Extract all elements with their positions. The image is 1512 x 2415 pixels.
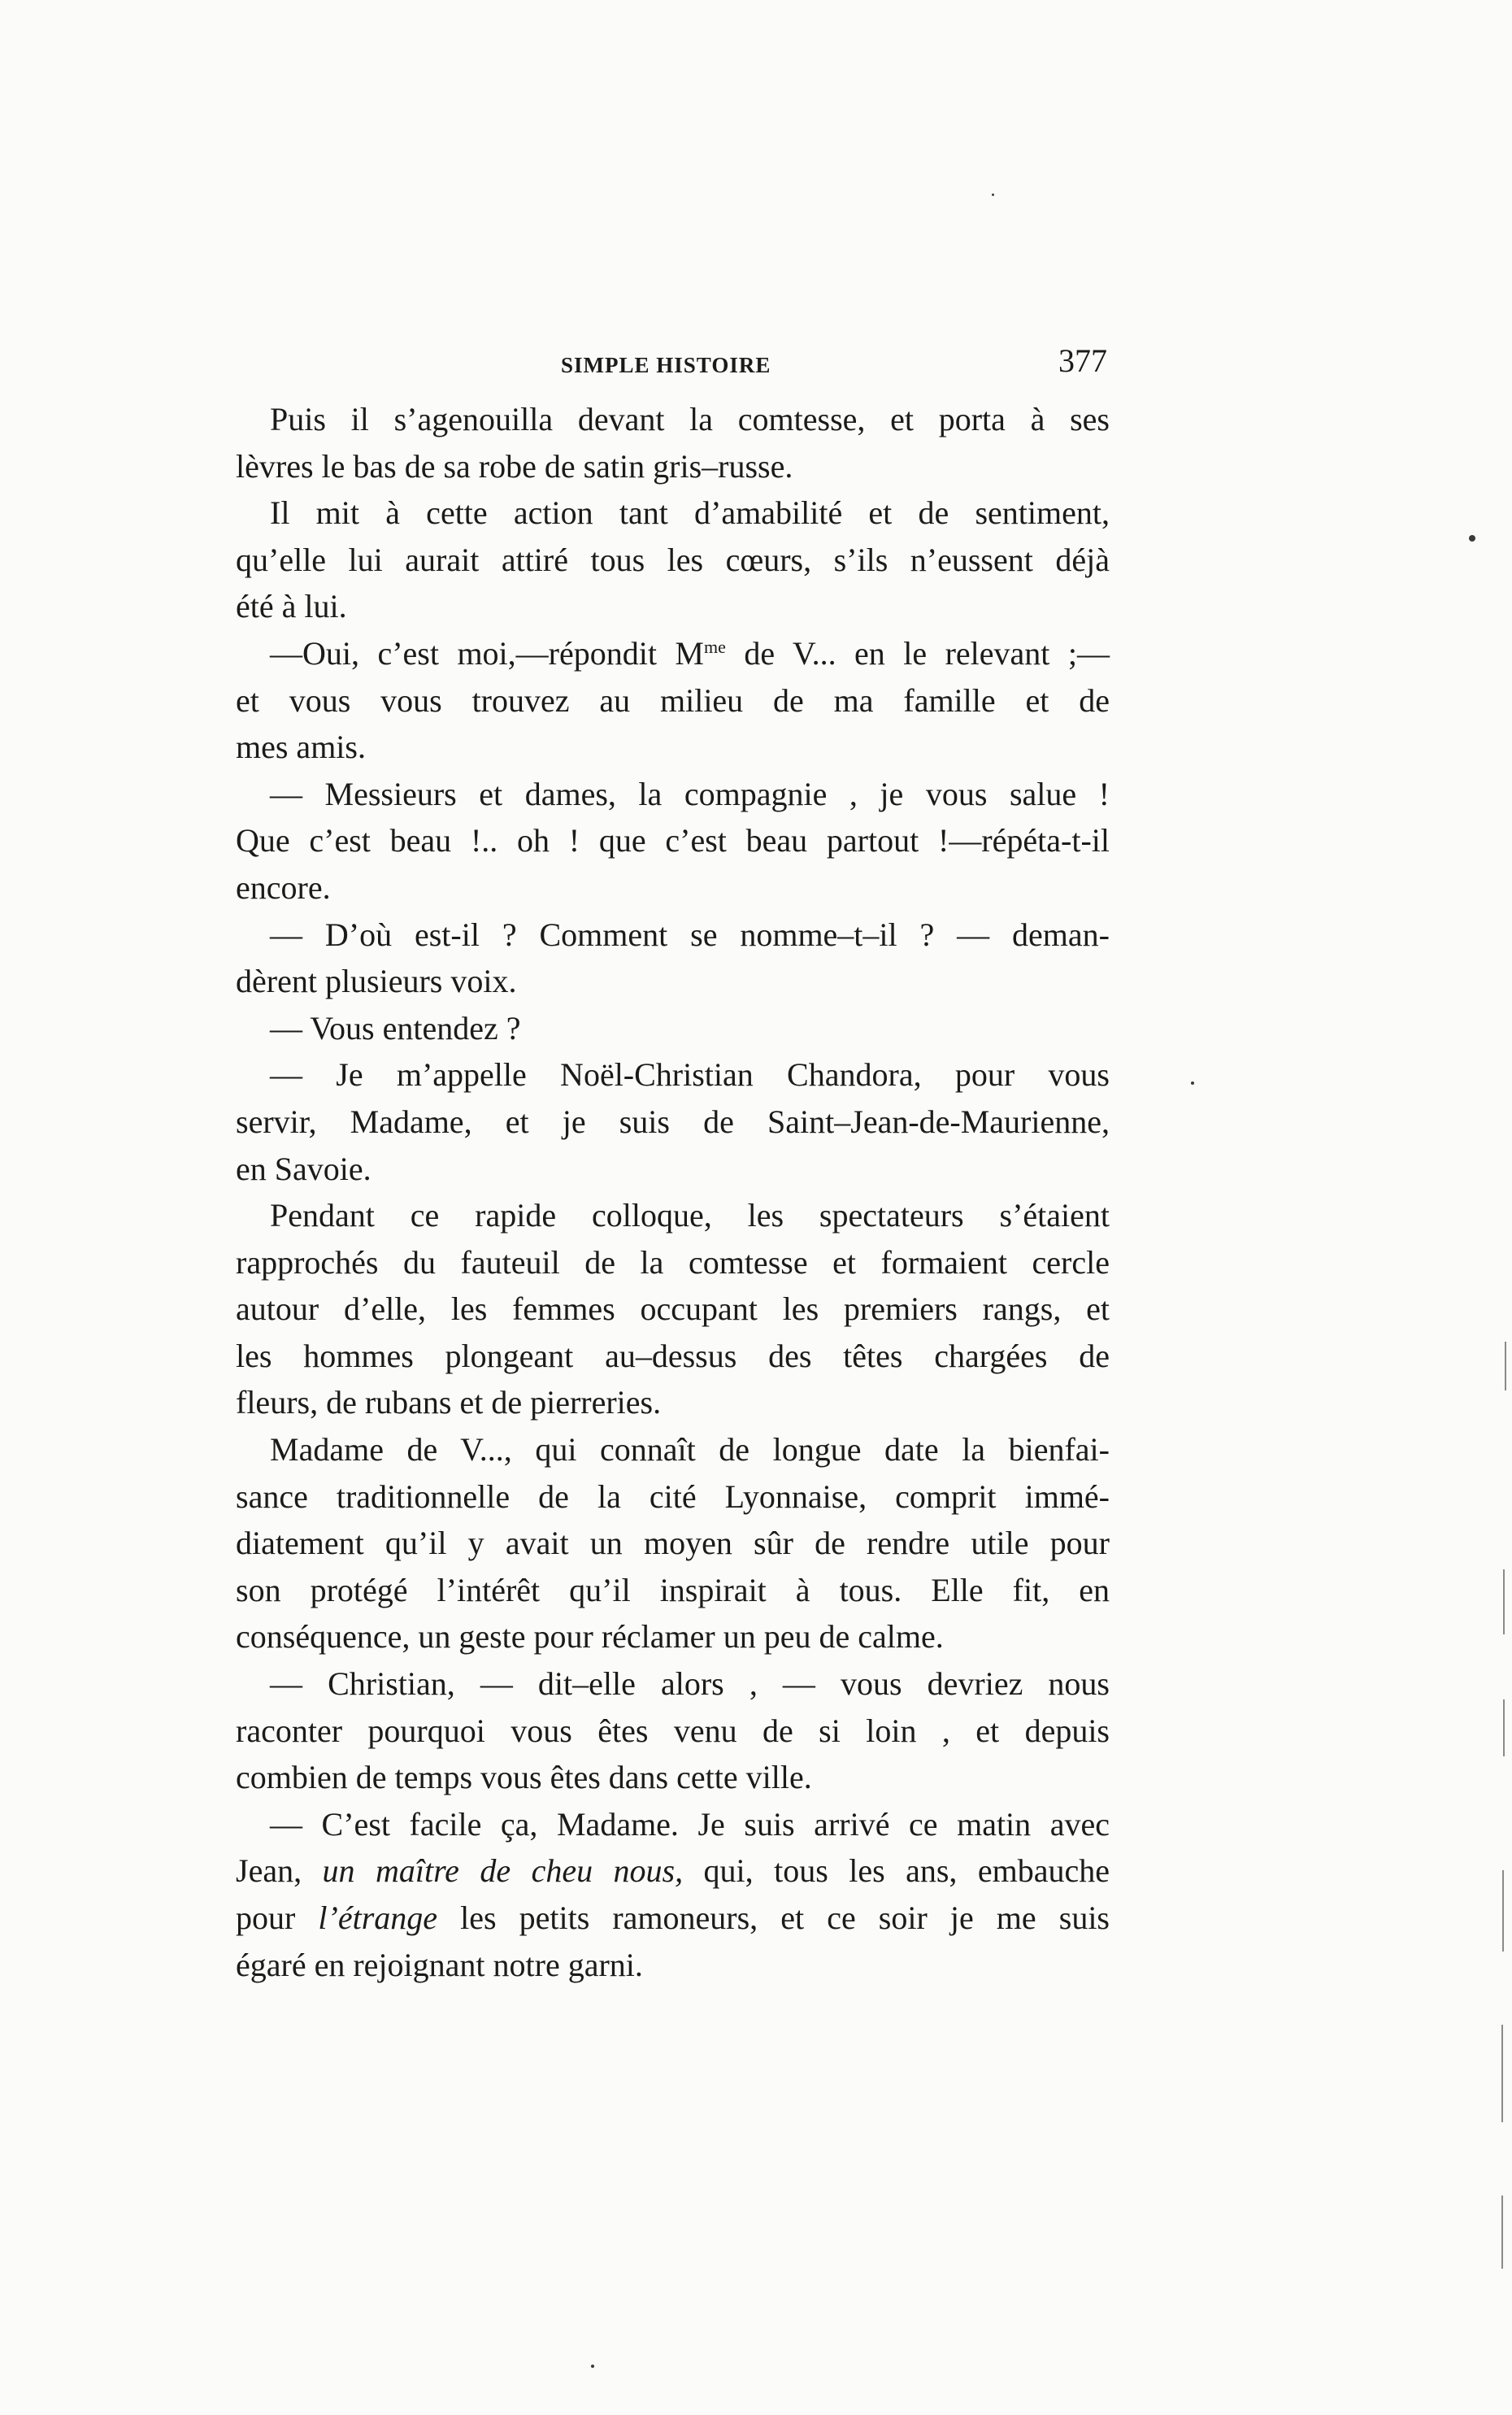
margin-speck — [591, 2365, 594, 2368]
text-line — [236, 724, 1110, 771]
text-line-content: — C’est facile ça, Madame. Je suis arrivé ce matin avec — [270, 1805, 1110, 1843]
text-line-content: — Christian, — dit–elle alors , — vous devriez nous — [270, 1665, 1110, 1703]
margin-speck — [1191, 1081, 1194, 1085]
text-line-content: — Vous entendez ? — [270, 1009, 521, 1046]
text-line-content: diatement qu’il y avait un moyen sûr de rendre utile pour — [236, 1525, 1110, 1562]
text-line-content: Madame de V..., qui connaît de longue date la bienfai- — [270, 1431, 1110, 1469]
text-line — [236, 443, 1110, 490]
text-line — [236, 1613, 1110, 1660]
text-line-content: et vous vous trouvez au milieu de ma famille et de — [236, 681, 1110, 719]
text-line — [236, 1239, 1110, 1286]
text-line — [236, 1146, 1110, 1193]
text-line — [236, 677, 1110, 724]
text-line-content: Il mit à cette action tant d’amabilité et de sentiment, — [270, 494, 1110, 532]
text-line-content: raconter pourquoi vous êtes venu de si loin , et depuis — [236, 1712, 1110, 1749]
text-line — [236, 1051, 1110, 1099]
text-line-content: lèvres le bas de sa robe de satin gris–russe. — [236, 447, 793, 485]
margin-rule-mark — [1501, 2025, 1503, 2122]
text-line — [236, 583, 1110, 630]
text-line-content: Que c’est beau !.. oh ! que c’est beau partout !—répéta-t-il — [236, 822, 1110, 859]
text-line — [236, 630, 1110, 677]
text-line — [236, 1473, 1110, 1521]
text-line-content: encore. — [236, 868, 331, 906]
margin-rule-mark — [1503, 1699, 1505, 1756]
italic-text: un maître de cheu nous, — [322, 1852, 684, 1890]
text-line — [236, 1895, 1110, 1942]
text-line — [236, 958, 1110, 1005]
text-line — [236, 1520, 1110, 1567]
text-line-content: autour d’elle, les femmes occupant les premiers rangs, et — [236, 1290, 1110, 1328]
margin-rule-mark — [1501, 2195, 1503, 2269]
text-line — [236, 1379, 1110, 1426]
text-line-content: les hommes plongeant au–dessus des têtes chargées de — [236, 1337, 1110, 1374]
text-line-content: servir, Madame, et je suis de Saint–Jean-de-Maurienne, — [236, 1103, 1110, 1140]
text-line-content: dèrent plusieurs voix. — [236, 963, 517, 1000]
italic-text: l’étrange — [318, 1899, 438, 1936]
text-line — [236, 1333, 1110, 1380]
text-line-content: Pendant ce rapide colloque, les spectateurs s’étaient — [270, 1197, 1110, 1234]
text-line — [236, 1801, 1110, 1848]
margin-rule-mark — [1503, 1569, 1505, 1634]
text-line — [236, 864, 1110, 912]
text-line — [236, 490, 1110, 537]
text-line-content: qu’elle lui aurait attiré tous les cœurs, s’ils n’eussent déjà — [236, 541, 1110, 578]
text-line — [236, 1708, 1110, 1755]
text-line-content: pour — [236, 1899, 319, 1936]
text-line-content: — D’où est-il ? Comment se nomme–t–il ? — deman- — [270, 916, 1110, 953]
text-line-content: — Je m’appelle Noël-Christian Chandora, pour vous — [270, 1056, 1110, 1094]
running-title: SIMPLE HISTOIRE — [561, 353, 771, 377]
text-line-content: Jean, — [236, 1852, 323, 1890]
text-line — [236, 1192, 1110, 1239]
page-number: 377 — [1058, 342, 1107, 379]
text-line — [236, 1847, 1110, 1895]
text-line — [236, 1942, 1110, 1989]
text-line — [236, 1005, 1110, 1052]
text-line-continuation: qui, tous les ans, embauche — [683, 1852, 1110, 1890]
text-line-content: égaré en rejoignant notre garni. — [236, 1946, 643, 1983]
text-line-content: sance traditionnelle de la cité Lyonnaise, comprit immé- — [236, 1477, 1110, 1515]
text-line-content: combien de temps vous êtes dans cette ville. — [236, 1759, 812, 1796]
text-line-content: mes amis. — [236, 729, 366, 766]
text-line-continuation: de V... en le relevant ;— — [725, 634, 1110, 672]
text-line — [236, 912, 1110, 959]
text-line — [236, 1754, 1110, 1801]
body-text — [236, 396, 1110, 1988]
text-line — [236, 1660, 1110, 1708]
text-line — [236, 537, 1110, 584]
text-line-content: son protégé l’intérêt qu’il inspirait à tous. Elle fit, en — [236, 1571, 1110, 1608]
text-line-content: fleurs, de rubans et de pierreries. — [236, 1384, 662, 1421]
text-line-content: été à lui. — [236, 588, 347, 625]
text-line-content: — Messieurs et dames, la compagnie , je vous salue ! — [270, 775, 1110, 812]
superscript: me — [704, 636, 726, 657]
text-line-content: conséquence, un geste pour réclamer un peu de calme. — [236, 1618, 944, 1656]
text-line — [236, 1286, 1110, 1333]
text-line-continuation: les petits ramoneurs, et ce soir je me suis — [437, 1899, 1110, 1936]
margin-speck — [992, 194, 994, 196]
margin-rule-mark — [1505, 1342, 1506, 1390]
text-line — [236, 771, 1110, 818]
text-line — [236, 1567, 1110, 1614]
text-line-content: en Savoie. — [236, 1150, 371, 1187]
text-line-content: —Oui, c’est moi,—répondit M — [270, 634, 704, 672]
text-line — [236, 817, 1110, 864]
margin-rule-mark — [1502, 1870, 1504, 1952]
text-line — [236, 396, 1110, 443]
running-head — [236, 342, 1114, 390]
text-line — [236, 1099, 1110, 1146]
text-line-content: rapprochés du fauteuil de la comtesse et formaient cercle — [236, 1243, 1110, 1281]
text-line-content: Puis il s’agenouilla devant la comtesse, et porta à ses — [270, 401, 1110, 437]
text-line — [236, 1426, 1110, 1473]
margin-speck — [1469, 535, 1475, 542]
